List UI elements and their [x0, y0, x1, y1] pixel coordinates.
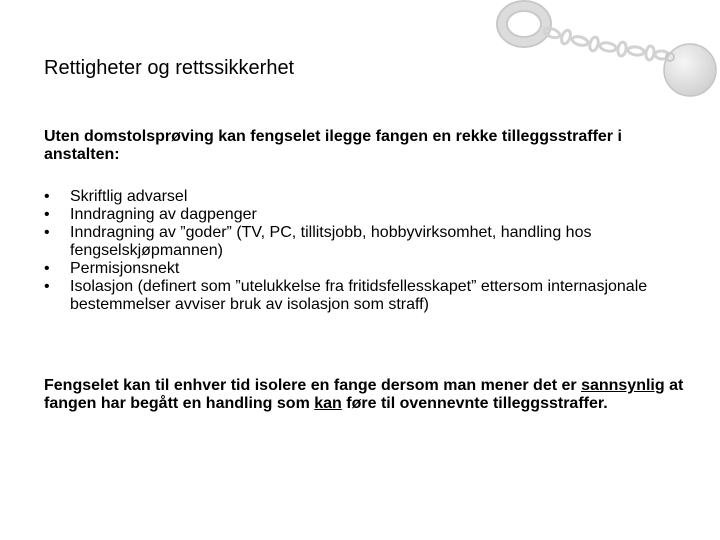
closing-underlined-word: kan	[314, 395, 342, 412]
closing-paragraph	[44, 377, 694, 413]
bullet-marker: •	[44, 224, 50, 241]
bullet-marker: •	[44, 278, 50, 295]
bullet-marker: •	[44, 260, 50, 277]
list-item-text: Inndragning av dagpenger	[70, 206, 257, 223]
ball-and-chain-icon	[494, 0, 720, 110]
intro-paragraph: Uten domstolsprøving kan fengselet ilegge fangen en rekke tilleggsstraffer i anstalten:	[44, 128, 622, 163]
slide-title: Rettigheter og rettssikkerhet	[44, 57, 295, 79]
list-item	[44, 224, 684, 260]
list-item	[44, 260, 684, 278]
bullet-marker: •	[44, 188, 50, 205]
closing-underlined-word: sannsynlig	[581, 377, 665, 394]
list-item-text: Isolasjon (definert som ”utelukkelse fra fritidsfellesskapet” ettersom internasjonale bestemmelser avviser bruk av isolasjon som straff)	[70, 278, 648, 313]
list-item	[44, 278, 684, 314]
list-item-text: Permisjonsnekt	[70, 260, 180, 277]
sanctions-list	[44, 188, 684, 314]
list-item	[44, 206, 684, 224]
list-item-text: Inndragning av ”goder” (TV, PC, tillitsjobb, hobbyvirksomhet, handling hos fengselskjøpmannen)	[70, 224, 592, 259]
closing-text: føre til ovennevnte tilleggsstraffer.	[341, 395, 608, 412]
list-item	[44, 188, 684, 206]
closing-text: at fangen har begått en handling som	[44, 377, 684, 412]
list-item-text: Skriftlig advarsel	[70, 188, 188, 205]
closing-text: Fengselet kan til enhver tid isolere en fange dersom man mener det er	[44, 377, 582, 394]
bullet-marker: •	[44, 206, 50, 223]
